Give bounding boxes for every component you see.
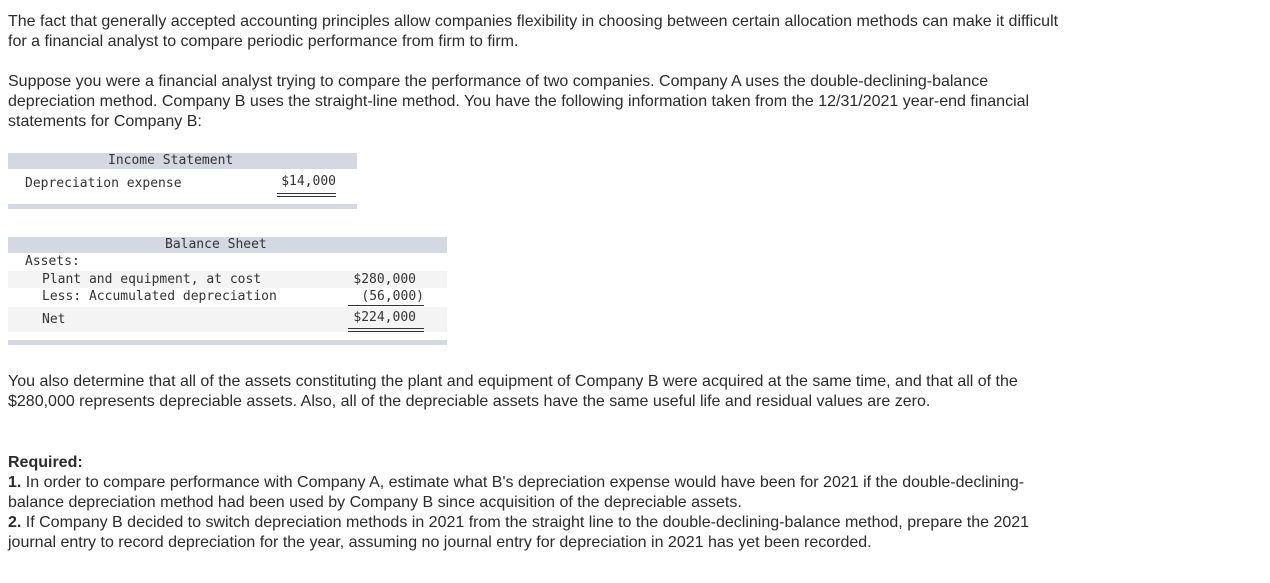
- accumulated-underline: [348, 305, 424, 306]
- depreciation-expense-value: $14,000: [281, 174, 336, 189]
- intro-paragraph-1: The fact that generally accepted accounting principles allow companies flexibility in choosing between certain allocation methods can make it difficult for a financial analyst to compare periodic performance from firm to firm.: [8, 13, 1059, 50]
- required-item-2: [8, 513, 1073, 553]
- plant-equipment-value: $280,000: [353, 272, 416, 287]
- double-underline-bottom: [277, 196, 336, 197]
- net-label: Net: [42, 312, 66, 327]
- required-heading: Required:: [8, 454, 83, 471]
- assets-label: Assets:: [25, 254, 80, 269]
- depreciation-expense-label: Depreciation expense: [25, 176, 182, 191]
- accumulated-depreciation-label: Less: Accumulated depreciation: [42, 289, 277, 304]
- required-item-1: [8, 473, 1073, 513]
- balance-sheet-footer-band: [8, 340, 447, 345]
- income-statement-footer-band: [8, 204, 357, 209]
- assets-info-paragraph: You also determine that all of the assets constituting the plant and equipment of Company B were acquired at the same time, and that all of the $280,000 represents depreciable assets. Also, all of the depreciable assets have the same useful life and residual values are zero.: [8, 373, 1018, 410]
- plant-equipment-label: Plant and equipment, at cost: [42, 272, 262, 287]
- required-item-1-text: In order to compare performance with Company A, estimate what B's depreciation expense would have been for 2021 if the double-declining-balance depreciation method had been used by Company B since acquisition of the depreciable assets.: [8, 474, 1025, 511]
- intro-paragraph-2: Suppose you were a financial analyst trying to compare the performance of two companies. Company A uses the double-declining-balance depreciation method. Company B uses the straight-line method. You have the following information taken from the 12/31/2021 year-end financial statements for Company B:: [8, 73, 1030, 130]
- net-double-underline-top: [348, 328, 424, 329]
- net-double-underline-bottom: [348, 331, 424, 332]
- required-section: [8, 453, 1073, 553]
- required-item-2-number: 2.: [8, 514, 22, 531]
- required-item-1-number: 1.: [8, 474, 22, 491]
- net-value: $224,000: [353, 310, 416, 325]
- required-item-2-text: If Company B decided to switch depreciation methods in 2021 from the straight line to the double-declining-balance method, prepare the 2021 journal entry to record depreciation for the year, assuming no journal entry for depreciation in 2021 has yet been recorded.: [8, 514, 1030, 551]
- accumulated-depreciation-value: (56,000): [361, 289, 424, 304]
- balance-sheet-title: Balance Sheet: [165, 237, 267, 252]
- income-statement-title: Income Statement: [108, 153, 234, 168]
- double-underline-top: [277, 193, 336, 194]
